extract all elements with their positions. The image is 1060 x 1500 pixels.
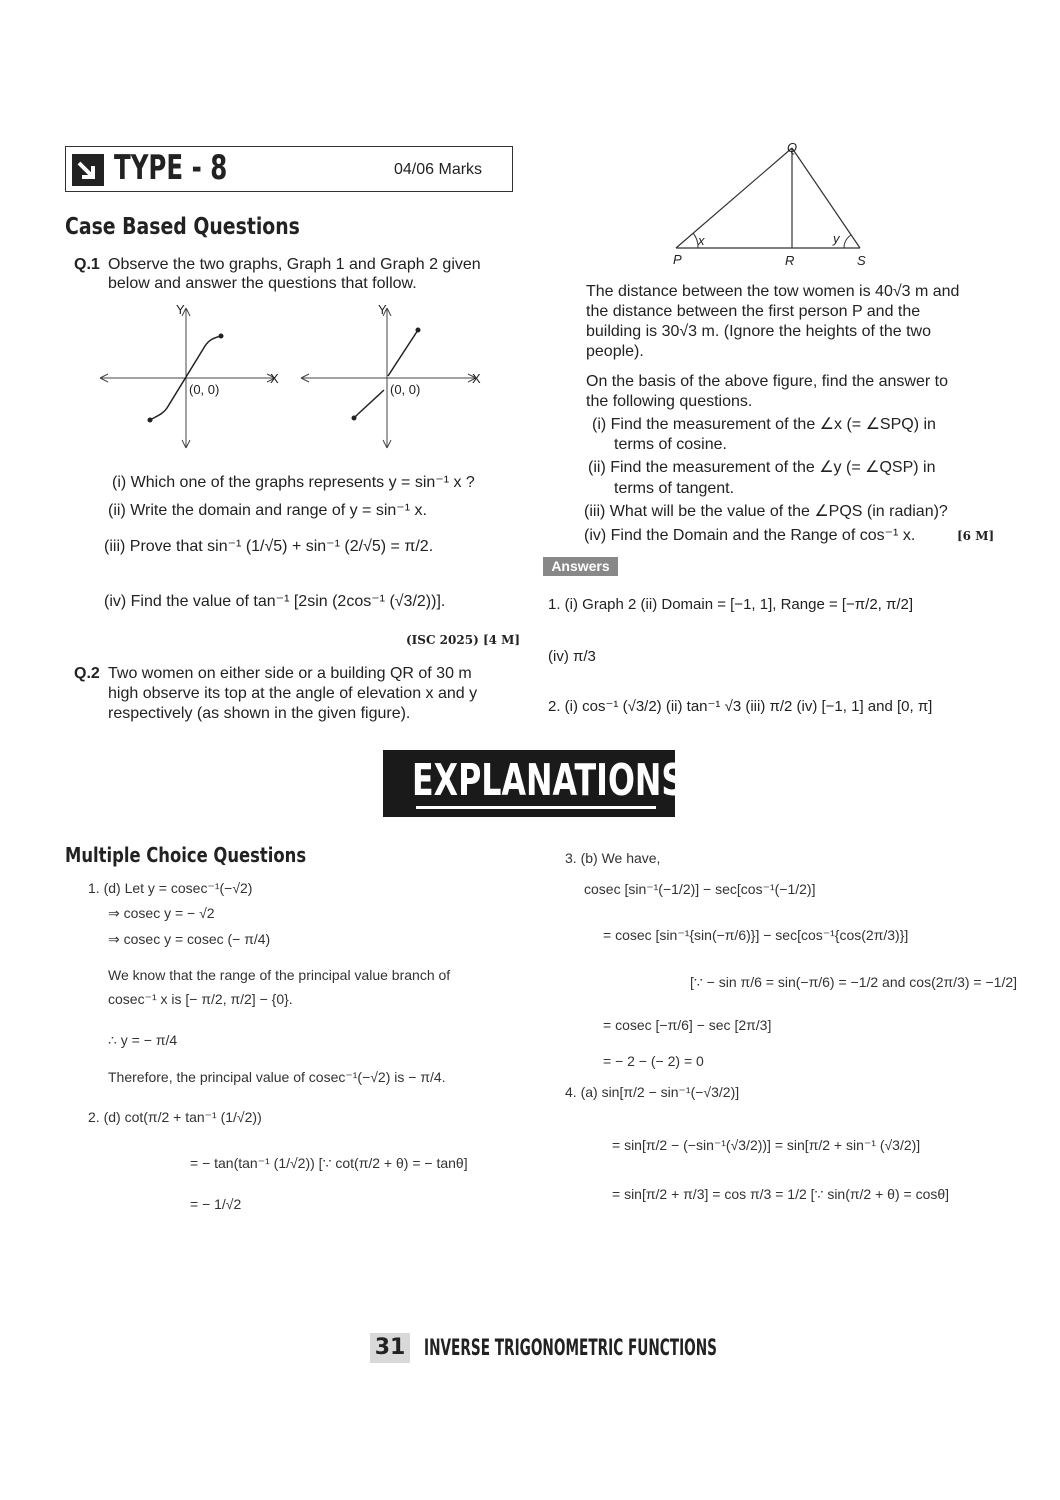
expl-3-line2: cosec [sin⁻¹(−1/2)] − sec[cos⁻¹(−1/2)] xyxy=(584,881,816,897)
expl-4-line2: = sin[π/2 − (−sin⁻¹(√3/2))] = sin[π/2 + sin⁻¹ (√3/2)] xyxy=(612,1137,921,1153)
expl-1-line3: ⇒ cosec y = cosec (− π/4) xyxy=(108,931,271,947)
q1-part-i: (i) Which one of the graphs represents y = sin⁻¹ x ? xyxy=(112,474,475,491)
q2-part-iii: (iii) What will be the value of the ∠PQS (in radian)? xyxy=(584,503,948,520)
answer-2: 2. (i) cos⁻¹ (√3/2) (ii) tan⁻¹ √3 (iii) π/2 (iv) [−1, 1] and [0, π] xyxy=(548,698,933,715)
expl-2-line2: = − tan(tan⁻¹ (1/√2)) [∵ cot(π/2 + θ) = − tanθ] xyxy=(190,1155,468,1171)
page-number: 31 xyxy=(374,1335,406,1360)
q2-intro-line2: the following questions. xyxy=(586,393,753,410)
graph-2 xyxy=(296,298,486,456)
expl-1-line4: We know that the range of the principal value branch of xyxy=(108,967,451,983)
q2-desc-line3: building is 30√3 m. (Ignore the heights of the two xyxy=(586,323,931,340)
q2-part-i: (i) Find the measurement of the ∠x (= ∠SPQ) in xyxy=(592,416,936,433)
q2-part-ii-cont: terms of tangent. xyxy=(614,480,735,497)
q1-text-line1: Observe the two graphs, Graph 1 and Graph 2 given xyxy=(108,256,481,273)
expl-3-line1: 3. (b) We have, xyxy=(565,850,661,866)
expl-4-line1: 4. (a) sin[π/2 − sin⁻¹(−√3/2)] xyxy=(565,1084,740,1100)
expl-1-line6: ∴ y = − π/4 xyxy=(108,1032,178,1048)
q2-desc-line1: The distance between the tow women is 40√3 m and xyxy=(586,283,960,300)
q2-part-iv: (iv) Find the Domain and the Range of cos⁻¹ x. xyxy=(584,527,916,544)
type-marks: 04/06 Marks xyxy=(394,161,483,178)
triangle-label-y: y xyxy=(833,231,840,246)
q2-desc-line4: people). xyxy=(586,343,644,360)
explanations-underline xyxy=(416,806,656,809)
expl-4-line3: = sin[π/2 + π/3] = cos π/3 = 1/2 [∵ sin(π/2 + θ) = cosθ] xyxy=(612,1186,950,1202)
section-title: Case Based Questions xyxy=(65,214,300,240)
expl-1-line5: cosec⁻¹ x is [− π/2, π/2] − {0}. xyxy=(108,991,293,1007)
graph2-origin: (0, 0) xyxy=(390,382,421,397)
q1-reference: (ISC 2025) [4 M] xyxy=(406,633,521,647)
q2-text-line2: high observe its top at the angle of elevation x and y xyxy=(108,685,478,702)
q1-part-iv: (iv) Find the value of tan⁻¹ [2sin (2cos⁻¹ (√3/2))]. xyxy=(104,593,446,610)
expl-2-line3: = − 1/√2 xyxy=(190,1196,242,1212)
triangle-label-p: P xyxy=(673,252,682,267)
q2-number: Q.2 xyxy=(74,665,100,682)
q2-part-ii: (ii) Find the measurement of the ∠y (= ∠QSP) in xyxy=(588,459,936,476)
q1-number: Q.1 xyxy=(74,256,100,273)
graph1-origin: (0, 0) xyxy=(189,382,220,397)
q2-intro-line1: On the basis of the above figure, find the answer to xyxy=(586,373,948,390)
page-number-box xyxy=(370,1333,410,1363)
q2-text-line1: Two women on either side or a building QR of 30 m xyxy=(108,665,472,682)
explanations-title: EXPLANATIONS xyxy=(412,755,685,806)
triangle-label-r: R xyxy=(785,253,795,268)
q2-part-i-cont: terms of cosine. xyxy=(614,436,727,453)
q2-text-line3: respectively (as shown in the given figure). xyxy=(108,705,411,722)
expl-3-line6: = − 2 − (− 2) = 0 xyxy=(603,1053,704,1069)
q1-part-ii: (ii) Write the domain and range of y = sin⁻¹ x. xyxy=(108,502,427,519)
answer-1-iv: (iv) π/3 xyxy=(548,648,596,665)
expl-1-line7: Therefore, the principal value of cosec⁻¹(−√2) is − π/4. xyxy=(108,1069,446,1085)
triangle-label-s: S xyxy=(857,253,866,268)
answers-tag: Answers xyxy=(543,557,618,576)
q1-part-iii: (iii) Prove that sin⁻¹ (1/√5) + sin⁻¹ (2/√5) = π/2. xyxy=(104,538,434,555)
arrow-down-right-icon xyxy=(72,154,104,186)
expl-3-line5: = cosec [−π/6] − sec [2π/3] xyxy=(603,1017,772,1033)
type-title: TYPE - 8 xyxy=(114,148,228,188)
expl-1-line2: ⇒ cosec y = − √2 xyxy=(108,905,215,921)
triangle-label-x: x xyxy=(698,233,705,248)
q2-desc-line2: the distance between the first person P and the xyxy=(586,303,921,320)
graph1-y-label: Y xyxy=(176,302,185,317)
chapter-title: INVERSE TRIGONOMETRIC FUNCTIONS xyxy=(424,1336,718,1361)
triangle-label-q: Q xyxy=(787,140,798,155)
q1-text-line2: below and answer the questions that follow. xyxy=(108,275,417,292)
expl-2-line1: 2. (d) cot(π/2 + tan⁻¹ (1/√2)) xyxy=(88,1109,262,1125)
expl-3-line4: [∵ − sin π/6 = sin(−π/6) = −1/2 and cos(2π/3) = −1/2] xyxy=(690,974,1018,990)
expl-3-line3: = cosec [sin⁻¹{sin(−π/6)}] − sec[cos⁻¹{cos(2π/3)}] xyxy=(603,927,909,943)
graph2-y-label: Y xyxy=(378,302,387,317)
q2-reference: [6 M] xyxy=(957,529,995,543)
graph1-x-label: X xyxy=(270,371,279,386)
expl-1-line1: 1. (d) Let y = cosec⁻¹(−√2) xyxy=(88,880,253,896)
answer-1: 1. (i) Graph 2 (ii) Domain = [−1, 1], Range = [−π/2, π/2] xyxy=(548,596,914,613)
graph2-x-label: X xyxy=(472,371,481,386)
mcq-title: Multiple Choice Questions xyxy=(65,843,307,867)
graph-1 xyxy=(95,298,285,456)
